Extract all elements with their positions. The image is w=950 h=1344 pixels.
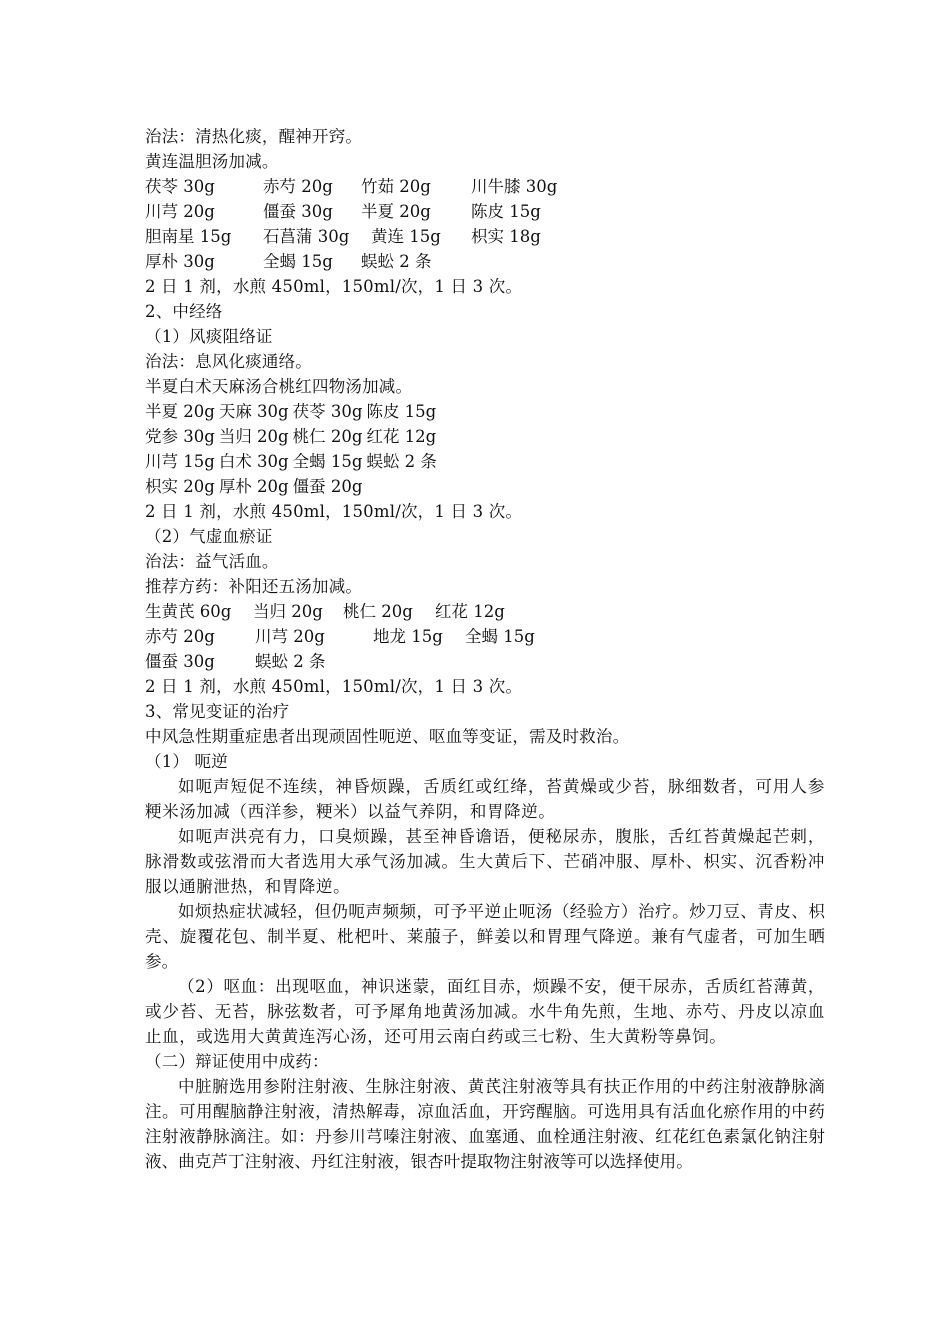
herb-item: 黄连 15g <box>371 227 441 246</box>
herb-item: 枳实 20g <box>145 477 215 496</box>
herb-item: 蜈蚣 2 条 <box>255 652 326 671</box>
herb-item: 全蝎 15g <box>292 452 363 471</box>
formula-name: 黄连温胆汤加减。 <box>145 152 279 171</box>
herb-item: 厚朴 30g <box>145 252 215 271</box>
herb-item: 僵蚕 20g <box>292 477 363 496</box>
subsection-heading: （1）风痰阻络证 <box>145 327 273 346</box>
herb-item: 僵蚕 30g <box>145 652 215 671</box>
section-heading: （二）辩证使用中成药： <box>145 1052 329 1071</box>
treatment-method: 治法：息风化痰通络。 <box>145 352 312 371</box>
body-paragraph: 如烦热症状减轻，但仍呃声频频，可予平逆止呃汤（经验方）治疗。炒刀豆、青皮、枳壳、旋覆花包、制半夏、枇杷叶、莱菔子，鲜姜以和胃理气降逆。兼有气虚者，可加生晒参。 <box>145 902 825 971</box>
body-paragraph: 如呃声短促不连续，神昏烦躁，舌质红或红绛，苔黄燥或少苔，脉细数者，可用人参粳米汤加减（西洋参，粳米）以益气养阴，和胃降逆。 <box>145 777 825 821</box>
body-paragraph: 中脏腑选用参附注射液、生脉注射液、黄芪注射液等具有扶正作用的中药注射液静脉滴注。可用醒脑静注射液，清热解毒，凉血活血，开窍醒脑。可选用具有活血化瘀作用的中药注射液静脉滴注。如：丹参川芎嗪注射液、血塞通、血栓通注射液、红花红色素氯化钠注射液、曲克芦丁注射液、丹红注射液，银杏叶提取物注射液等可以选择使用。 <box>145 1077 825 1171</box>
herb-row <box>145 199 825 224</box>
herb-item: 当归 20g <box>218 427 289 446</box>
herb-row <box>145 249 825 274</box>
herb-item: 天麻 30g <box>218 402 289 421</box>
herb-item: 石菖蒲 30g <box>263 227 350 246</box>
herb-item: 党参 30g <box>145 427 215 446</box>
herb-row <box>145 449 825 474</box>
formula-name: 半夏白术天麻汤合桃红四物汤加减。 <box>145 377 413 396</box>
dosage-instructions: 2 日 1 剂，水煎 450ml，150ml/次，1 日 3 次。 <box>145 277 523 296</box>
section-heading: 3、常见变证的治疗 <box>145 702 290 721</box>
herb-table <box>145 399 825 499</box>
herb-item: 桃仁 20g <box>292 427 363 446</box>
herb-item: 地龙 15g <box>373 627 443 646</box>
herb-item: 川芎 20g <box>255 627 325 646</box>
dosage-instructions: 2 日 1 剂，水煎 450ml，150ml/次，1 日 3 次。 <box>145 502 523 521</box>
herb-row <box>145 174 825 199</box>
body-paragraph: 如呃声洪亮有力，口臭烦躁，甚至神昏谵语，便秘尿赤，腹胀，舌红苔黄燥起芒刺，脉滑数或弦滑而大者选用大承气汤加减。生大黄后下、芒硝冲服、厚朴、枳实、沉香粉冲服以通腑泄热，和胃降逆。 <box>145 827 825 896</box>
section-intro: 中风急性期重症患者出现顽固性呃逆、呕血等变证，需及时救治。 <box>145 727 630 746</box>
dosage-instructions: 2 日 1 剂，水煎 450ml，150ml/次，1 日 3 次。 <box>145 677 523 696</box>
herb-table <box>145 599 825 674</box>
herb-row <box>145 649 825 674</box>
herb-item: 厚朴 20g <box>218 477 289 496</box>
herb-item: 茯苓 30g <box>292 402 363 421</box>
herb-item: 枳实 18g <box>471 227 541 246</box>
herb-item: 蜈蚣 2 条 <box>366 452 437 471</box>
herb-row <box>145 599 825 624</box>
herb-row <box>145 624 825 649</box>
subsection-heading: （2）气虚血瘀证 <box>145 527 273 546</box>
herb-item: 胆南星 15g <box>145 227 232 246</box>
herb-item: 桃仁 20g <box>343 602 413 621</box>
treatment-method: 治法：清热化痰，醒神开窍。 <box>145 127 363 146</box>
formula-name: 推荐方药：补阳还五汤加减。 <box>145 577 363 596</box>
herb-row <box>145 474 825 499</box>
document-page <box>145 124 825 1174</box>
herb-item: 赤芍 20g <box>145 627 215 646</box>
herb-item: 川牛膝 30g <box>471 177 558 196</box>
herb-item: 半夏 20g <box>361 202 431 221</box>
herb-row <box>145 424 825 449</box>
herb-item: 红花 12g <box>366 427 437 446</box>
herb-item: 蜈蚣 2 条 <box>361 252 432 271</box>
herb-item: 半夏 20g <box>145 402 215 421</box>
herb-table <box>145 174 825 274</box>
herb-item: 全蝎 15g <box>263 252 333 271</box>
treatment-method: 治法：益气活血。 <box>145 552 279 571</box>
herb-item: 僵蚕 30g <box>263 202 333 221</box>
section-heading: 2、中经络 <box>145 302 223 321</box>
herb-item: 全蝎 15g <box>465 627 535 646</box>
body-paragraph: （2）呕血：出现呕血，神识迷蒙，面红目赤，烦躁不安，便干尿赤，舌质红苔薄黄，或少苔、无苔，脉弦数者，可予犀角地黄汤加减。水牛角先煎，生地、赤芍、丹皮以凉血止血，或选用大黄黄连泻心汤，还可用云南白药或三七粉、生大黄粉等鼻饲。 <box>145 977 825 1046</box>
herb-item: 竹茹 20g <box>361 177 431 196</box>
herb-item: 陈皮 15g <box>366 402 437 421</box>
herb-item: 生黄芪 60g <box>145 602 232 621</box>
herb-item: 赤芍 20g <box>263 177 333 196</box>
herb-item: 当归 20g <box>253 602 323 621</box>
subsection-heading: （1） 呃逆 <box>145 752 228 771</box>
herb-item: 白术 30g <box>218 452 289 471</box>
herb-item: 茯苓 30g <box>145 177 215 196</box>
herb-item: 陈皮 15g <box>471 202 541 221</box>
herb-row <box>145 224 825 249</box>
herb-item: 川芎 20g <box>145 202 215 221</box>
herb-item: 红花 12g <box>435 602 505 621</box>
herb-row <box>145 399 825 424</box>
herb-item: 川芎 15g <box>145 452 215 471</box>
